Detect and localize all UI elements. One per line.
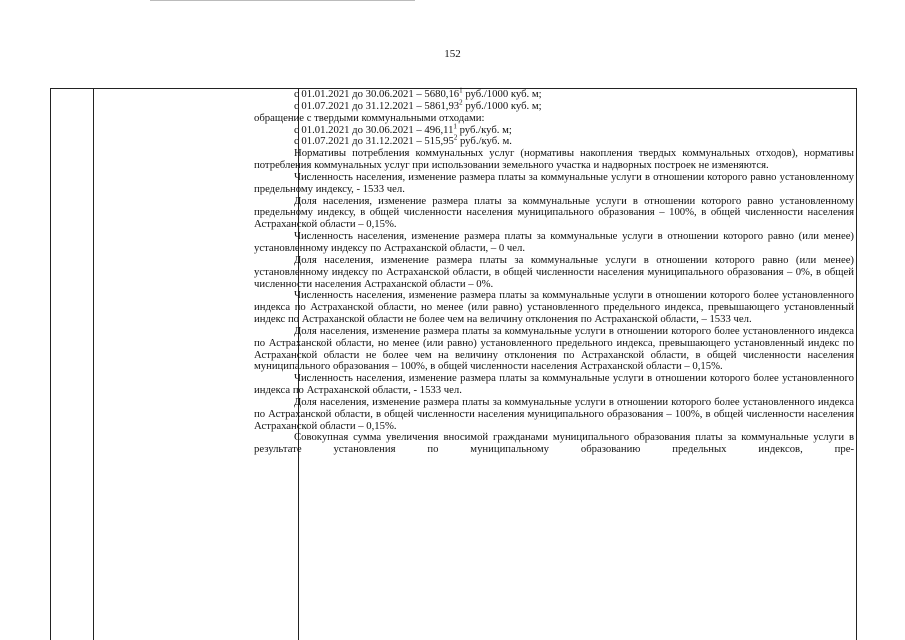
tariff-line: с 01.01.2021 до 30.06.2021 – 496,11$^1$ руб./куб. м; <box>294 121 512 136</box>
paragraph: Численность населения, изменение размера платы за коммунальные услуги в отношении которого более установленного индекса по Астраханской области, - 1533 чел. <box>254 372 854 397</box>
paragraph: Численность населения, изменение размера платы за коммунальные услуги в отношении которого более установленного индекса по Астраханской области, но менее (или равно) установленного предельного индекса, превышающего установленный индекс по Астраханской области не более чем на величину отклонения по Астраханской области, – 1533 чел. <box>254 289 854 326</box>
paragraph: Нормативы потребления коммунальных услуг (нормативы накопления твердых коммунальных отходов), нормативы потребления коммунальных услуг при использовании земельного участка и надворных построек не изменяются. <box>254 147 854 172</box>
table-cell-content <box>254 86 854 456</box>
paragraph: Доля населения, изменение размера платы за коммунальные услуги в отношении которого равно установленному предельному индексу, в общей численности населения муниципального образования – 100%, в общей численности населения Астраханской области – 0,15%. <box>254 194 854 231</box>
service-heading: обращение с твердыми коммунальными отходами: <box>254 111 485 124</box>
paragraph: Совокупная сумма увеличения вносимой гражданами муниципального образования платы за коммунальные услуги в результате установления по муниципальному образованию предельных индексов, пре- <box>254 431 854 456</box>
paragraph: Численность населения, изменение размера платы за коммунальные услуги в отношении которого равно (или менее) установленному индексу по Астраханской области, – 0 чел. <box>254 230 854 254</box>
tariff-line: с 01.07.2021 до 31.12.2021 – 5861,93$^2$ руб./1000 куб. м; <box>294 98 542 112</box>
top-rule <box>150 0 415 1</box>
paragraph: Доля населения, изменение размера платы за коммунальные услуги в отношении которого равно (или менее) установленному индексу по Астраханской области, в общей численности населения муниципального образования – 0%, в общей численности населения Астраханской области – 0%. <box>254 253 854 290</box>
paragraph: Доля населения, изменение размера платы за коммунальные услуги в отношении которого более установленного индекса по Астраханской области, в общей численности населения муниципального образования – 100%, в общей численности населения Астраханской области – 0,15%. <box>254 395 854 432</box>
tariff-line: с 01.07.2021 до 31.12.2021 – 515,95$^2$ руб./куб. м. <box>294 133 512 148</box>
paragraph: Доля населения, изменение размера платы за коммунальные услуги в отношении которого более установленного индекса по Астраханской области, но менее (или равно) установленного предельного индекса, превышающего установленный индекс по Астраханской области не более чем на величину отклонения по Астраханской области, в общей численности населения муниципального образования – 100%, в общей численности населения Астраханской области – 0,15%. <box>254 324 854 373</box>
paragraph: Численность населения, изменение размера платы за коммунальные услуги в отношении которого равно установленному предельному индексу, - 1533 чел. <box>254 170 854 195</box>
table-column-number <box>51 89 94 640</box>
tariff-line: с 01.01.2021 до 30.06.2021 – 5680,16$^1$ руб./1000 куб. м; <box>294 86 542 100</box>
page-number: 152 <box>444 48 461 60</box>
